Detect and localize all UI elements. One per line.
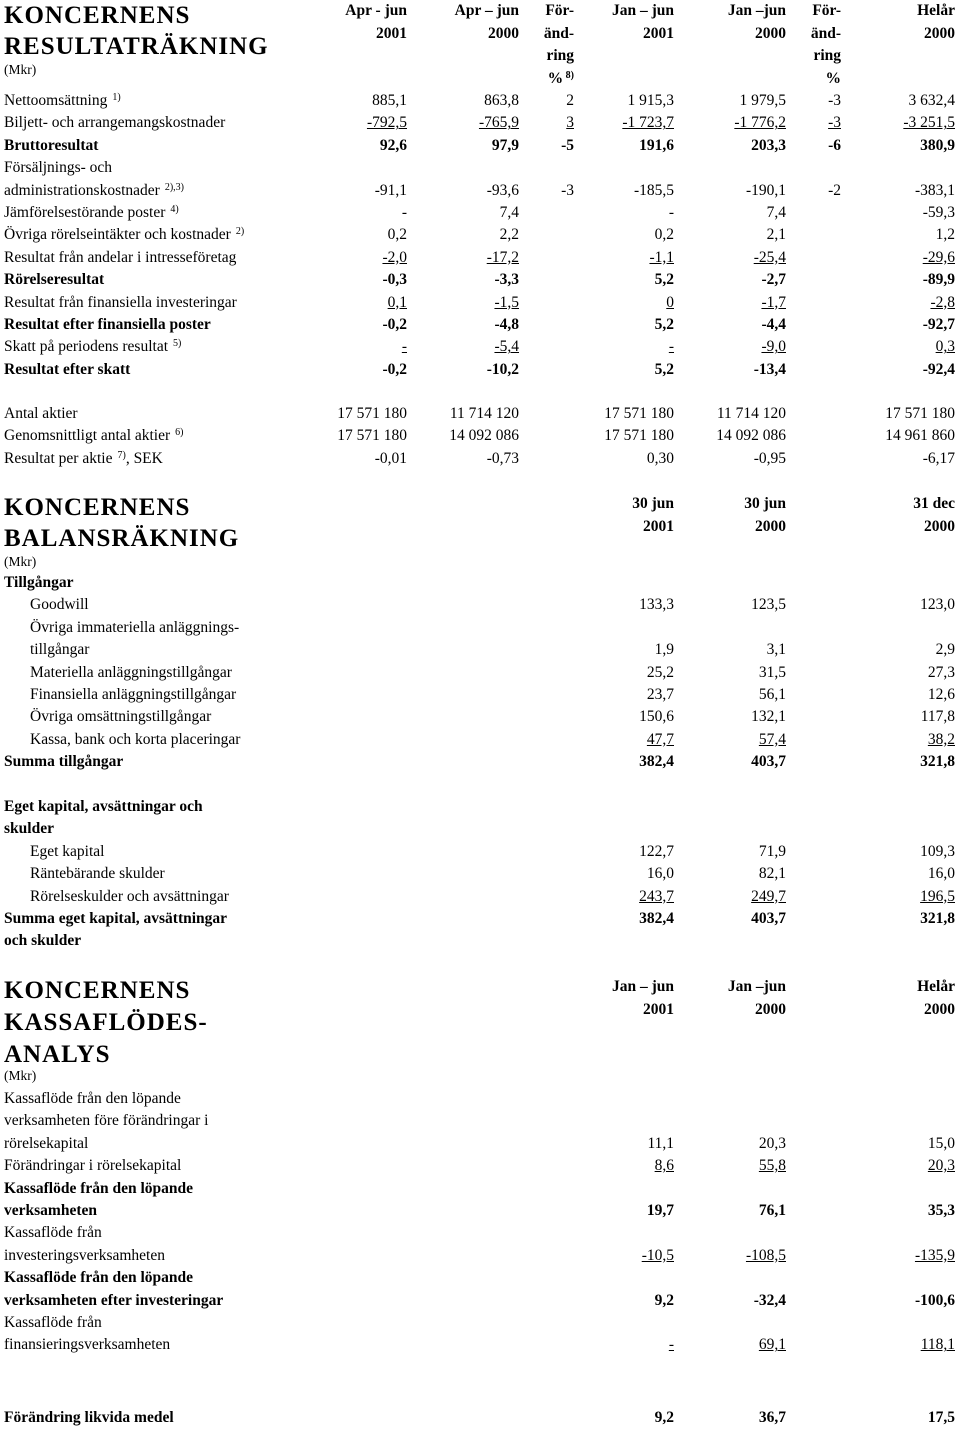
balance-row — [0, 930, 960, 952]
balance-row — [0, 863, 960, 885]
cashflow-title-line1: KONCERNENS — [4, 977, 191, 1004]
income-cell: -1,7 — [761, 293, 786, 311]
balance-row-label: Goodwill — [30, 596, 89, 614]
balance-cell: 196,5 — [920, 887, 955, 905]
income-row-label-text: Övriga rörelseintäkter och kostnader — [4, 226, 231, 244]
income-cell: -2 — [828, 181, 841, 199]
cashflow-cell: - — [668, 1336, 674, 1354]
balance-row-label: Kassa, bank och korta placeringar — [30, 730, 241, 748]
cashflow-row — [0, 1155, 960, 1177]
share-cell: 17 571 180 — [885, 405, 955, 422]
income-cell: 92,6 — [379, 136, 407, 154]
income-title-line2: RESULTATRÄKNING — [4, 33, 269, 60]
cashflow-row — [0, 1222, 960, 1244]
balance-cell: 321,8 — [920, 753, 955, 771]
balance-cell: 2,9 — [935, 641, 955, 659]
income-cell: 203,3 — [751, 136, 786, 154]
balance-row — [0, 729, 960, 751]
cashflow-row — [0, 1312, 960, 1334]
share-cell: 17 571 180 — [337, 427, 407, 445]
cashflow-cell: 69,1 — [758, 1336, 786, 1354]
share-row-label-text: Antal aktier — [4, 405, 78, 422]
balance-row-label: Övriga immateriella anläggnings- — [30, 618, 240, 636]
income-cell: -0,2 — [382, 316, 407, 333]
income-col-header-0-line-0: Apr - jun — [345, 2, 407, 19]
balance-row — [0, 841, 960, 863]
income-col-header-3-line-0: Jan – jun — [611, 2, 674, 19]
balance-row — [0, 706, 960, 728]
balance-row-label: Eget kapital, avsättningar och — [4, 798, 203, 815]
cashflow-cell: 118,1 — [920, 1336, 955, 1354]
balance-cell: 132,1 — [751, 708, 786, 726]
income-cell: -1 723,7 — [622, 114, 674, 132]
cashflow-col-header-1-line-1: 2000 — [755, 1000, 786, 1018]
income-col-header-4-line-0: Jan –jun — [727, 2, 786, 19]
balance-unit: (Mkr) — [4, 554, 37, 569]
cashflow-cell: 8,6 — [654, 1157, 674, 1175]
balance-row-label: Materiella anläggningstillgångar — [30, 663, 232, 681]
income-col-header-3-line-1: 2001 — [643, 24, 674, 42]
income-row-label-text: Resultat från finansiella investeringar — [4, 293, 237, 311]
cashflow-col-header-0-line-1: 2001 — [643, 1000, 674, 1018]
income-cell: -2,7 — [761, 271, 786, 289]
share-row — [0, 425, 960, 447]
income-row-label — [4, 336, 181, 358]
income-row-label — [4, 157, 112, 179]
income-cell: 7,4 — [766, 204, 786, 221]
income-row-label — [4, 247, 236, 269]
cashflow-final-cell: 17,5 — [927, 1409, 955, 1426]
cashflow-row-label: verksamheten före förändringar i — [4, 1112, 209, 1130]
share-row — [0, 448, 960, 470]
balance-cell: 27,3 — [927, 663, 955, 681]
cashflow-row-label: investeringsverksamheten — [4, 1246, 165, 1264]
income-cell: -765,9 — [478, 114, 519, 132]
income-cell: -10,2 — [486, 360, 519, 378]
balance-cell: 31,5 — [758, 663, 786, 681]
income-cell: 5,2 — [654, 271, 674, 289]
cashflow-cell: 11,1 — [647, 1134, 674, 1152]
share-row-suffix: , SEK — [125, 449, 163, 467]
cashflow-final-row — [0, 1407, 960, 1429]
share-row-footnote: 6) — [175, 427, 184, 439]
income-col-header-5-line-0: För- — [812, 2, 841, 19]
income-row-label — [4, 314, 211, 336]
cashflow-cell: 76,1 — [758, 1202, 786, 1219]
income-cell: -3 251,5 — [903, 114, 955, 132]
income-col-header-4-line-1: 2000 — [755, 24, 786, 42]
balance-row — [0, 886, 960, 908]
balance-row — [0, 594, 960, 616]
balance-cell: 1,9 — [654, 641, 674, 659]
income-cell: - — [401, 204, 407, 221]
cashflow-row-label: Kassaflöde från — [4, 1224, 102, 1242]
income-row-label-text: Resultat från andelar i intresseföretag — [4, 248, 237, 266]
income-cell: 863,8 — [484, 92, 519, 109]
balance-cell: 117,8 — [920, 708, 955, 726]
income-row — [0, 336, 960, 358]
cashflow-row-label: verksamheten — [4, 1202, 97, 1219]
balance-title-line2: BALANSRÄKNING — [4, 525, 240, 552]
income-row — [0, 292, 960, 314]
income-cell: 0,2 — [654, 226, 674, 244]
income-cell: -4,4 — [761, 316, 786, 333]
income-cell: -29,6 — [922, 248, 955, 266]
income-cell: -2,0 — [382, 248, 407, 266]
balance-cell: 47,7 — [646, 730, 674, 748]
share-cell: 14 961 860 — [885, 427, 955, 445]
income-cell: -0,3 — [382, 271, 407, 289]
income-col-header-2-line-1: änd- — [543, 24, 574, 42]
balance-cell: 3,1 — [766, 641, 786, 659]
income-cell: 5,2 — [654, 316, 674, 333]
income-col-header-2-line-2: ring — [546, 47, 574, 64]
cashflow-row — [0, 1267, 960, 1289]
income-row-label — [4, 224, 244, 246]
cashflow-row-label: Kassaflöde från — [4, 1314, 102, 1331]
income-row — [0, 269, 960, 291]
income-cell: -91,1 — [374, 181, 407, 199]
income-cell: -3 — [561, 181, 574, 199]
income-col-header-1-line-1: 2000 — [488, 24, 519, 42]
income-row-label-text: Resultat efter finansiella poster — [4, 316, 211, 333]
income-cell: -0,2 — [382, 360, 407, 378]
income-row — [0, 135, 960, 157]
balance-row-label: skulder — [4, 820, 54, 838]
share-cell: -0,73 — [486, 449, 519, 467]
income-col-header-6-line-0: Helår — [917, 2, 955, 19]
income-cell: 0,2 — [387, 226, 407, 244]
income-cell: 97,9 — [491, 136, 519, 154]
income-row-label-text: Resultat efter skatt — [4, 360, 131, 378]
income-cell: -13,4 — [753, 360, 786, 378]
balance-cell: 321,8 — [920, 910, 955, 927]
balance-col-header-1-line-0: 30 jun — [744, 495, 786, 512]
income-row-label-text: Rörelseresultat — [4, 271, 105, 289]
share-cell: 14 092 086 — [449, 427, 519, 445]
balance-row — [0, 796, 960, 818]
share-cell: 11 714 120 — [449, 405, 519, 422]
cashflow-row-label: finansieringsverksamheten — [4, 1336, 171, 1354]
income-cell: - — [401, 338, 407, 356]
income-cell: -92,4 — [922, 360, 955, 378]
income-cell: -92,7 — [922, 316, 955, 333]
income-cell: -185,5 — [633, 181, 674, 199]
income-cell: 1 915,3 — [627, 92, 674, 109]
income-cell: -5 — [561, 136, 574, 154]
income-unit: (Mkr) — [4, 62, 37, 77]
income-col-header-5-line-3: % — [825, 69, 841, 87]
income-cell: -1,5 — [494, 293, 519, 311]
balance-row — [0, 684, 960, 706]
balance-col-header-2-line-0: 31 dec — [913, 495, 955, 512]
income-col-header-1-line-0: Apr – jun — [454, 2, 519, 19]
income-row-label — [4, 180, 184, 202]
income-cell: 7,4 — [499, 204, 519, 221]
income-col-header-5-line-1: änd- — [810, 24, 841, 42]
share-cell: 0,30 — [646, 449, 674, 467]
cashflow-col-header-2-line-0: Helår — [917, 978, 955, 995]
income-row — [0, 112, 960, 134]
income-row-label — [4, 269, 104, 291]
share-cell: 17 571 180 — [604, 405, 674, 422]
income-cell: -1,1 — [649, 248, 674, 266]
income-cell: 380,9 — [920, 136, 955, 154]
income-cell: 2,1 — [766, 226, 786, 244]
balance-row-label: Övriga omsättningstillgångar — [30, 708, 212, 726]
cashflow-final-label: Förändring likvida medel — [4, 1409, 174, 1426]
income-cell: - — [668, 338, 674, 356]
cashflow-title-line2: KASSAFLÖDES- — [4, 1009, 208, 1036]
balance-row-label: Rörelseskulder och avsättningar — [30, 887, 229, 905]
income-row — [0, 247, 960, 269]
cashflow-row — [0, 1178, 960, 1200]
income-row-label-text: Nettoomsättning — [4, 92, 108, 109]
income-row-label-text: Försäljnings- och — [4, 159, 113, 177]
income-row — [0, 224, 960, 246]
income-col-header-6-line-1: 2000 — [924, 24, 955, 42]
cashflow-row-label: Kassaflöde från den löpande — [4, 1179, 194, 1197]
income-cell: -2,8 — [930, 293, 955, 311]
share-cell: -0,01 — [374, 449, 407, 467]
balance-cell: 133,3 — [639, 596, 674, 614]
income-cell: 3 632,4 — [908, 92, 955, 109]
cashflow-row — [0, 1133, 960, 1155]
balance-row-label: Eget kapital — [30, 842, 105, 860]
income-cell: 1,2 — [935, 226, 955, 244]
income-cell: -17,2 — [486, 248, 519, 266]
balance-row — [0, 908, 960, 930]
balance-row-label: Räntebärande skulder — [30, 865, 165, 883]
income-cell: 5,2 — [654, 360, 674, 378]
balance-row-label: Summa eget kapital, avsättningar — [4, 910, 228, 927]
cashflow-cell: -135,9 — [914, 1246, 955, 1264]
balance-row-label: Summa tillgångar — [4, 753, 124, 771]
balance-col-header-0-line-1: 2001 — [643, 517, 674, 535]
income-title-line1: KONCERNENS — [4, 2, 191, 29]
income-row-footnote: 1) — [112, 92, 121, 103]
income-row-label — [4, 135, 98, 157]
income-col-header-2-line-0: För- — [545, 2, 574, 19]
cashflow-cell: 55,8 — [758, 1157, 786, 1175]
balance-cell: 38,2 — [927, 730, 955, 748]
balance-row-label: och skulder — [4, 932, 82, 950]
income-row — [0, 180, 960, 202]
share-row-label — [4, 425, 184, 447]
cashflow-cell: -32,4 — [753, 1291, 786, 1309]
income-col-header-2-line-3: % $^{8)}$ — [547, 69, 574, 87]
balance-cell: 403,7 — [751, 753, 786, 771]
balance-row — [0, 751, 960, 773]
income-cell: 191,6 — [639, 136, 674, 154]
cashflow-cell: 15,0 — [927, 1134, 955, 1152]
cashflow-row — [0, 1200, 960, 1222]
cashflow-row-label: rörelsekapital — [4, 1134, 89, 1152]
balance-cell: 122,7 — [639, 842, 674, 860]
balance-col-header-2-line-1: 2000 — [924, 517, 955, 535]
share-cell: 11 714 120 — [716, 405, 786, 422]
income-cell: 885,1 — [372, 92, 407, 109]
income-cell: -89,9 — [922, 271, 955, 289]
balance-cell: 82,1 — [758, 865, 786, 883]
income-row-footnote: 4) — [170, 204, 179, 215]
cashflow-row — [0, 1088, 960, 1110]
income-cell: 1 979,5 — [739, 92, 786, 109]
balance-cell: 57,4 — [758, 730, 786, 748]
income-cell: -9,0 — [761, 338, 786, 356]
share-cell: 17 571 180 — [337, 405, 407, 422]
share-cell: -6,17 — [922, 449, 955, 467]
balance-row — [0, 774, 960, 796]
cashflow-cell: -100,6 — [914, 1291, 955, 1309]
balance-cell: 123,0 — [920, 596, 955, 614]
cashflow-row — [0, 1290, 960, 1312]
income-col-header-5-line-2: ring — [813, 47, 841, 64]
cashflow-col-header-1-line-0: Jan –jun — [727, 978, 786, 995]
share-row-footnote: 7) — [117, 449, 126, 461]
income-row-label — [4, 292, 237, 314]
income-cell: -190,1 — [745, 181, 786, 199]
income-cell: -4,8 — [494, 316, 519, 333]
cashflow-unit: (Mkr) — [4, 1068, 37, 1083]
income-row — [0, 157, 960, 179]
cashflow-cell: 19,7 — [646, 1202, 674, 1219]
balance-cell: 249,7 — [751, 887, 786, 905]
income-cell: -792,5 — [366, 114, 407, 132]
cashflow-col-header-2-line-1: 2000 — [924, 1000, 955, 1018]
income-row-label-text: Skatt på periodens resultat — [4, 338, 168, 356]
cashflow-cell: -10,5 — [641, 1246, 674, 1264]
cashflow-row — [0, 1334, 960, 1356]
balance-cell: 16,0 — [927, 865, 955, 883]
income-cell: -5,4 — [494, 338, 519, 356]
income-cell: -93,6 — [486, 181, 519, 199]
income-cell: -6 — [828, 136, 841, 154]
income-row-label-text: administrationskostnader — [4, 181, 160, 199]
cashflow-row — [0, 1245, 960, 1267]
share-row-label-text: Resultat per aktie — [4, 449, 113, 467]
share-cell: 14 092 086 — [716, 427, 786, 445]
income-row-footnote: 5) — [173, 338, 182, 350]
balance-col-header-0-line-0: 30 jun — [632, 495, 674, 512]
income-cell: -3 — [828, 114, 841, 132]
cashflow-col-header-0-line-0: Jan – jun — [611, 978, 674, 995]
balance-row — [0, 572, 960, 594]
balance-row-label: Finansiella anläggningstillgångar — [30, 686, 237, 703]
cashflow-cell: 20,3 — [927, 1157, 955, 1175]
income-row — [0, 90, 960, 112]
cashflow-final-cell: 36,7 — [758, 1409, 786, 1426]
income-cell: 0,1 — [387, 293, 407, 311]
cashflow-final-cell: 9,2 — [654, 1409, 674, 1426]
income-row-label-text: Bruttoresultat — [4, 136, 99, 154]
income-cell: -3 — [828, 92, 841, 109]
cashflow-row-label: Kassaflöde från den löpande — [4, 1090, 181, 1107]
balance-cell: 403,7 — [751, 910, 786, 927]
income-cell: 0,3 — [935, 338, 955, 356]
share-row-label — [4, 403, 78, 425]
cashflow-row-label: verksamheten efter investeringar — [4, 1291, 224, 1309]
balance-row — [0, 617, 960, 639]
cashflow-title-line3: ANALYS — [4, 1041, 111, 1068]
balance-row-label: Tillgångar — [4, 574, 74, 591]
income-row — [0, 359, 960, 381]
share-cell: 17 571 180 — [604, 427, 674, 445]
balance-row — [0, 818, 960, 840]
income-row-footnote: 2),3) — [164, 181, 185, 193]
income-cell: 3 — [566, 114, 574, 132]
balance-cell: 25,2 — [646, 663, 674, 681]
share-row-label — [4, 448, 163, 470]
balance-cell: 71,9 — [758, 842, 786, 860]
income-cell: 2,2 — [499, 226, 519, 244]
income-row-label — [4, 90, 121, 112]
balance-row-label: tillgångar — [30, 641, 90, 659]
income-col-header-footnote: 8) — [563, 69, 574, 81]
balance-cell: 123,5 — [751, 596, 786, 614]
income-row-label — [4, 202, 179, 224]
income-row-label-text: Biljett- och arrangemangskostnader — [4, 114, 226, 132]
cashflow-row-label: Kassaflöde från den löpande — [4, 1269, 194, 1287]
balance-cell: 382,4 — [639, 910, 674, 927]
balance-cell: 150,6 — [639, 708, 674, 726]
income-cell: 2 — [566, 92, 574, 109]
income-cell: -25,4 — [753, 248, 786, 266]
income-row-label-text: Jämförelsestörande poster — [4, 204, 166, 221]
balance-cell: 12,6 — [927, 686, 955, 703]
income-cell: - — [668, 204, 674, 221]
balance-cell: 243,7 — [639, 887, 674, 905]
balance-cell: 16,0 — [646, 865, 674, 883]
cashflow-cell: 9,2 — [654, 1291, 674, 1309]
income-cell: -59,3 — [922, 204, 955, 221]
balance-row — [0, 662, 960, 684]
balance-row — [0, 639, 960, 661]
balance-cell: 23,7 — [646, 686, 674, 703]
share-row-label-text: Genomsnittligt antal aktier — [4, 427, 171, 445]
income-row — [0, 202, 960, 224]
income-row-label — [4, 112, 225, 134]
cashflow-cell: 20,3 — [758, 1134, 786, 1152]
share-row — [0, 403, 960, 425]
share-cell: -0,95 — [753, 449, 786, 467]
balance-cell: 56,1 — [758, 686, 786, 703]
income-col-header-0-line-1: 2001 — [376, 24, 407, 42]
cashflow-cell: -108,5 — [745, 1246, 786, 1264]
income-cell: -383,1 — [914, 181, 955, 199]
income-row-footnote: 2) — [235, 226, 245, 238]
income-cell: -1 776,2 — [734, 114, 786, 132]
cashflow-row — [0, 1110, 960, 1132]
income-row — [0, 314, 960, 336]
balance-title-line1: KONCERNENS — [4, 494, 191, 521]
cashflow-row-label: Förändringar i rörelsekapital — [4, 1157, 182, 1175]
income-cell: 0 — [666, 293, 674, 311]
income-cell: -3,3 — [494, 271, 519, 289]
balance-cell: 109,3 — [920, 842, 955, 860]
balance-cell: 382,4 — [639, 753, 674, 771]
cashflow-cell: 35,3 — [927, 1202, 955, 1219]
income-row-label — [4, 359, 130, 381]
balance-col-header-1-line-1: 2000 — [755, 517, 786, 535]
